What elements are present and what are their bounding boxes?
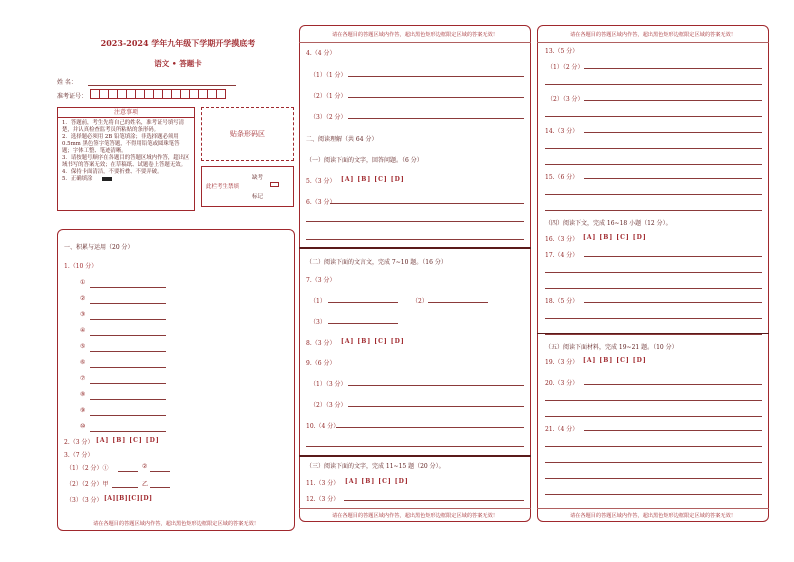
sub-1-title: （一）阅读下面的文字，回答问题。（6 分） [306,157,423,164]
q3-2-label: （2）（2 分）甲 [66,481,109,488]
q13-1-line-1[interactable] [584,68,762,69]
q20-label: 20.（3 分） [545,380,579,387]
q13-1-line-2[interactable] [545,84,762,85]
q6-line-1[interactable] [330,203,524,204]
q8-options[interactable]: [A] [B] [C] [D] [341,338,405,345]
mark-label: 标记 [252,194,264,200]
q16-label: 16.（3 分） [545,236,579,243]
q1-line-10[interactable] [90,431,166,432]
q17-line-1[interactable] [584,256,762,257]
q21-line-2[interactable] [545,446,762,447]
q4-3-line[interactable] [348,118,524,119]
q19-label: 19.（3 分） [545,359,579,366]
q13-2-line-2[interactable] [545,116,762,117]
q6-line-2[interactable] [306,221,524,222]
q1-label: 1.（10 分） [64,263,98,270]
notice-item-3: 3．请按题号顺序在各题目的答题区域内作答，超出区域书写的答案无效；在草稿纸、试题卷上答题无效。 [62,155,190,168]
q4-3-label: （3）（2 分） [310,114,347,121]
q1-line-3[interactable] [90,319,166,320]
sub-3-title: （三）阅读下面的文字，完成 11~15 题（20 分）。 [306,463,445,470]
q4-1-label: （1）（1 分） [310,72,347,79]
section-2-title: 二、阅读理解（共 64 分） [306,136,378,143]
col3-top-rule [537,42,769,43]
col2-top-banner: 请在各题目的答题区域内作答，超出黑色矩形边框限定区域的答案无效！ [331,32,498,38]
q15-line-1[interactable] [584,178,762,179]
q7-2-line[interactable] [428,302,488,303]
q3-1-label-b: ② [142,463,148,470]
q5-label: 5.（3 分） [306,178,336,185]
sub-4-title: （四）阅读下文，完成 16~18 小题（12 分）。 [545,220,672,227]
q13-label: 13.（5 分） [545,48,579,55]
q7-label: 7.（3 分） [306,277,336,284]
q1-line-9[interactable] [90,415,166,416]
q1-circle-9: ⑨ [80,407,86,414]
exam-number-cells[interactable] [90,89,225,99]
q1-circle-10: ⑩ [80,423,86,430]
name-line[interactable] [88,85,236,86]
q1-circle-4: ④ [80,327,86,334]
col1-bottom-banner: 请在各题目的答题区域内作答，超出黑色矩形边框限定区域的答案无效！ [92,521,259,527]
q20-line-1[interactable] [584,384,762,385]
q9-2-line[interactable] [348,406,524,407]
q17-line-2[interactable] [545,272,762,273]
q11-label: 11.（3 分） [306,480,340,487]
q1-line-7[interactable] [90,383,166,384]
q7-2-label: （2） [412,298,428,305]
q3-2-label-b: 乙 [142,481,149,488]
q14-line-3[interactable] [545,164,762,165]
q21-line-5[interactable] [545,494,762,495]
q12-line[interactable] [344,500,524,501]
q3-3-label: （3）（3 分） [66,497,103,504]
q21-label: 21.（4 分） [545,426,579,433]
q1-circle-5: ⑤ [80,343,86,350]
q13-2-line-1[interactable] [584,100,762,101]
q1-line-1[interactable] [90,287,166,288]
q2-options[interactable]: [A] [B] [C] [D] [96,437,160,444]
q7-3-line[interactable] [328,323,398,324]
q3-1-label: （1）（2 分）① [66,465,109,472]
q15-line-3[interactable] [545,210,762,211]
q14-label: 14.（3 分） [545,128,579,135]
q20-line-2[interactable] [545,400,762,401]
q16-options[interactable]: [A] [B] [C] [D] [583,234,647,241]
q4-2-line[interactable] [348,97,524,98]
q1-circle-1: ① [80,279,86,286]
q7-3-label: （3） [310,319,326,326]
q10-line-1[interactable] [336,427,524,428]
notice-item-2: 2．选择题必须用 2B 铅笔填涂；非选择题必须用 0.5mm 黑色签字笔答题，不得用铅笔或圆珠笔答题；字体工整、笔迹清晰。 [62,134,180,154]
col3-top-banner: 请在各题目的答题区域内作答，超出黑色矩形边框限定区域的答案无效！ [569,32,736,38]
notice-title: 注意事项 [58,108,194,118]
q19-options[interactable]: [A] [B] [C] [D] [583,357,647,364]
q21-line-1[interactable] [584,430,762,431]
q17-line-3[interactable] [545,288,762,289]
q14-line-1[interactable] [584,132,762,133]
barcode-area [201,107,294,161]
q2-label: 2.（3 分） [64,439,94,446]
q13-2-label: （2）（3 分） [547,96,584,103]
sub-2-title: （二）阅读下面的文言文，完成 7~10 题。（16 分） [306,259,447,266]
q3-2-line-b[interactable] [150,487,170,488]
exam-number-label: 准考证号： [57,93,88,100]
divider-3 [537,333,769,334]
q21-line-3[interactable] [545,462,762,463]
q1-circle-8: ⑧ [80,391,86,398]
section-1-title: 一、积累与运用（20 分） [64,244,134,251]
col3-bottom-banner: 请在各题目的答题区域内作答，超出黑色矩形边框限定区域的答案无效！ [569,513,736,519]
q1-line-8[interactable] [90,399,166,400]
q1-circle-3: ③ [80,311,86,318]
sub-5-title: （五）阅读下面材料，完成 19~21 题。（10 分） [545,344,678,351]
q1-circle-6: ⑥ [80,359,86,366]
q3-2-line-a[interactable] [112,487,138,488]
notice-item-1: 1．答题前，考生先将自己的姓名，准考证号填写清楚，并认真检查监考员所粘贴的条形码。 [62,120,185,133]
q18-label: 18.（5 分） [545,298,579,305]
exam-title: 2023-2024 学年九年级下学期开学摸底考 [100,38,256,48]
q1-line-6[interactable] [90,367,166,368]
col2-bottom-banner: 请在各题目的答题区域内作答，超出黑色矩形边框限定区域的答案无效！ [331,513,498,519]
notice-box [57,107,195,211]
q18-line-3[interactable] [545,334,762,335]
q10-label: 10.（4 分） [306,423,340,430]
q6-label: 6.（3 分） [306,199,336,206]
q9-label: 9.（6 分） [306,360,336,367]
col2-top-rule [299,42,531,43]
absent-box [201,166,294,207]
q15-label: 15.（6 分） [545,174,579,181]
q3-1-line-b[interactable] [150,471,170,472]
q18-line-1[interactable] [584,302,762,303]
absent-label: 缺考 [252,175,264,181]
q17-label: 17.（4 分） [545,252,579,259]
col3-bottom-rule [537,508,769,509]
q3-1-line-a[interactable] [118,471,138,472]
barcode-label: 贴条形码区 [230,130,265,138]
q1-line-2[interactable] [90,303,166,304]
q4-2-label: （2）（1 分） [310,93,347,100]
q1-line-4[interactable] [90,335,166,336]
q4-label: 4.（4 分） [306,50,336,57]
q20-line-3[interactable] [545,416,762,417]
notice-item-4: 4．保持卡面清洁，不要折叠、不要弄破。 [62,169,163,175]
q7-1-label: （1） [310,298,326,305]
notice-item-5: 5．正确填涂 [62,176,93,182]
q4-1-line[interactable] [348,76,524,77]
q3-label: 3.（7 分） [64,452,94,459]
q1-line-5[interactable] [90,351,166,352]
exam-subtitle: 语文 • 答题卡 [154,59,202,68]
q14-line-2[interactable] [545,148,762,149]
q7-1-line[interactable] [328,302,398,303]
q15-line-2[interactable] [545,194,762,195]
name-label: 姓 名： [57,79,77,86]
divider-2-a [299,247,531,249]
q13-1-label: （1）（2 分） [547,64,584,71]
q9-2-label: （2）（3 分） [310,402,347,409]
fill-sample-mark [102,177,112,181]
q6-line-3[interactable] [306,239,524,240]
q18-line-2[interactable] [545,318,762,319]
absent-forbid-label: 此栏考生禁填 [206,184,240,190]
q1-circle-2: ② [80,295,86,302]
q5-options[interactable]: [A] [B] [C] [D] [341,176,405,183]
divider-2-b [299,455,531,457]
q9-1-line[interactable] [348,385,524,386]
absent-checkbox[interactable] [270,182,279,187]
q10-line-2[interactable] [306,446,524,447]
q11-options[interactable]: [A] [B] [C] [D] [345,478,409,485]
col2-bottom-rule [299,508,531,509]
q12-label: 12.（3 分） [306,496,340,503]
q21-line-4[interactable] [545,478,762,479]
q9-1-label: （1）（3 分） [310,381,347,388]
q1-circle-7: ⑦ [80,375,86,382]
q3-3-options[interactable]: [A][B][C][D] [104,495,153,502]
q8-label: 8.（3 分） [306,340,336,347]
